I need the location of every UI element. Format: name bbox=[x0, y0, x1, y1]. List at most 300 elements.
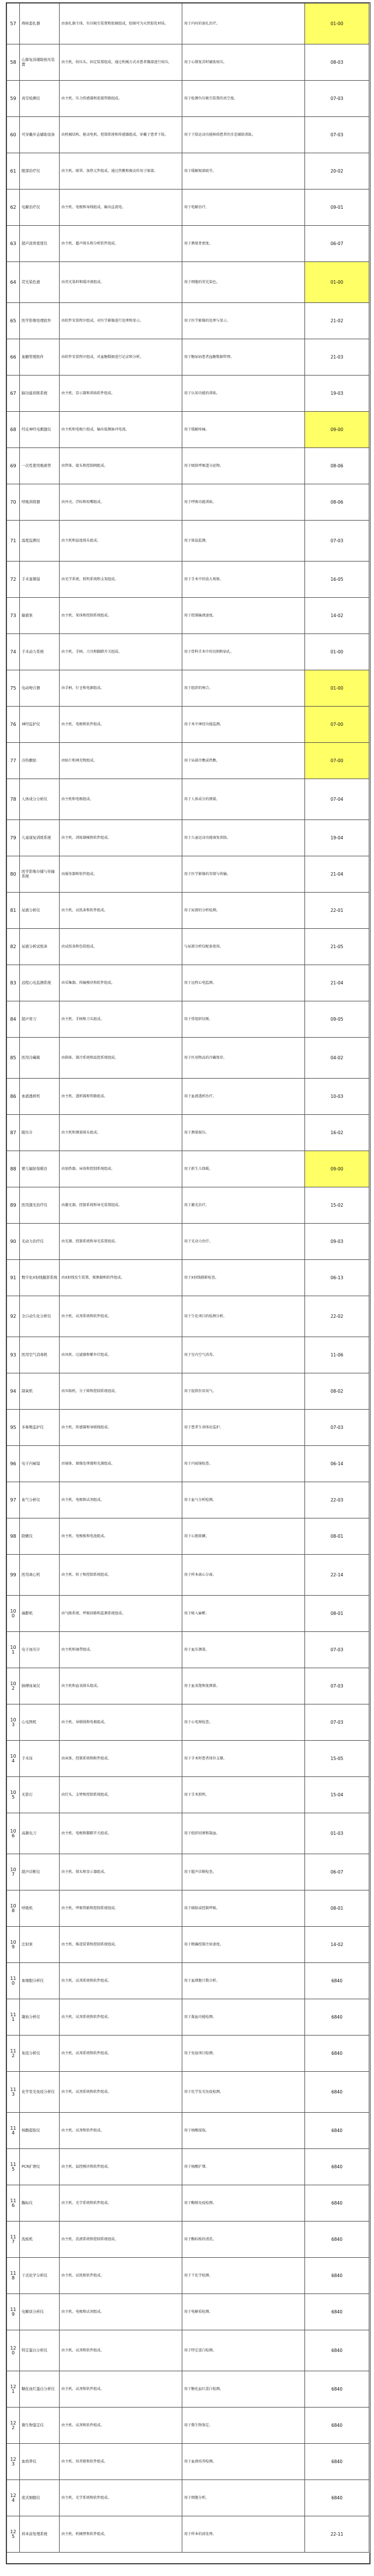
intended-use: 用于提供医用氧气。 bbox=[182, 1373, 305, 1410]
intended-use: 用于免疫项目检测。 bbox=[182, 2036, 305, 2072]
product-name: 电解质分析仪 bbox=[20, 2294, 60, 2330]
table bbox=[6, 3, 369, 2553]
product-description: 由主机和测量探头组成。 bbox=[60, 1115, 182, 1151]
intended-use: 用于手术时患者体位支撑。 bbox=[182, 1741, 305, 1777]
product-name: 特定蛋白分析仪 bbox=[20, 2330, 60, 2371]
table-row bbox=[7, 376, 369, 412]
classification-code: 06-13 bbox=[305, 1260, 369, 1296]
product-name: 手术显微镜 bbox=[20, 562, 60, 598]
row-number: 60 bbox=[7, 117, 20, 153]
classification-code: 09-01 bbox=[305, 190, 369, 226]
product-name: 血糖管理软件 bbox=[20, 339, 60, 376]
intended-use: 用于生化项目的检测分析。 bbox=[182, 1296, 305, 1337]
row-number: 74 bbox=[7, 634, 20, 670]
row-number: 57 bbox=[7, 4, 20, 44]
row-number: 59 bbox=[7, 81, 20, 117]
intended-use: 用于新生儿保暖。 bbox=[182, 1151, 305, 1187]
intended-use: 用于认知功能的训练。 bbox=[182, 376, 305, 412]
row-number: 94 bbox=[7, 1373, 20, 1410]
product-name: 超声诊断仪 bbox=[20, 1854, 60, 1890]
product-name: 眼压计 bbox=[20, 1115, 60, 1151]
classification-code: 01-00 bbox=[305, 634, 369, 670]
classification-code: 16-05 bbox=[305, 562, 369, 598]
table-row bbox=[7, 1482, 369, 1518]
intended-use: 用于局部冷敷或热敷。 bbox=[182, 743, 305, 779]
product-name: 样本前处理系统 bbox=[20, 2516, 60, 2553]
table-row bbox=[7, 412, 369, 448]
classification-code: 22-03 bbox=[305, 1482, 369, 1518]
row-number: 124 bbox=[7, 2480, 20, 2516]
row-number: 118 bbox=[7, 2258, 20, 2294]
intended-use: 用于干化学检测。 bbox=[182, 2258, 305, 2294]
row-number: 66 bbox=[7, 339, 20, 376]
table-row bbox=[7, 820, 369, 856]
row-number: 67 bbox=[7, 376, 20, 412]
table-row bbox=[7, 1079, 369, 1115]
table-row bbox=[7, 1890, 369, 1927]
product-name: 光动力治疗仪 bbox=[20, 1224, 60, 1260]
table-row bbox=[7, 2113, 369, 2149]
product-name: 麻醉机 bbox=[20, 1596, 60, 1632]
product-name: 血气分析仪 bbox=[20, 1482, 60, 1518]
classification-code: 04-02 bbox=[305, 1038, 369, 1079]
product-name: 手术床 bbox=[20, 1741, 60, 1777]
intended-use: 用于手术中的放大观察。 bbox=[182, 562, 305, 598]
row-number: 109 bbox=[7, 1927, 20, 1963]
intended-use: 用于辅助或控制呼吸。 bbox=[182, 1890, 305, 1927]
table-row bbox=[7, 2516, 369, 2553]
table-row bbox=[7, 1632, 369, 1668]
row-number: 70 bbox=[7, 484, 20, 521]
classification-code: 08-01 bbox=[305, 1518, 369, 1555]
table-row bbox=[7, 2185, 369, 2222]
classification-code: 01-03 bbox=[305, 1813, 369, 1854]
table-row bbox=[7, 484, 369, 521]
row-number: 119 bbox=[7, 2294, 20, 2330]
product-name: 血细胞分析仪 bbox=[20, 1963, 60, 1999]
row-number: 65 bbox=[7, 303, 20, 339]
product-name: 注射泵 bbox=[20, 1927, 60, 1963]
classification-code: 10-03 bbox=[305, 1079, 369, 1115]
product-name: 高频电刀 bbox=[20, 1813, 60, 1854]
table-row bbox=[7, 1038, 369, 1079]
intended-use: 用于核酸扩增。 bbox=[182, 2149, 305, 2185]
product-name: 脑功能训练系统 bbox=[20, 376, 60, 412]
row-number: 93 bbox=[7, 1337, 20, 1373]
product-name: 电子内窥镜 bbox=[20, 1446, 60, 1482]
table-row bbox=[7, 2294, 369, 2330]
table-row bbox=[7, 1777, 369, 1813]
product-name: PCR扩增仪 bbox=[20, 2149, 60, 2185]
product-name: 电子血压计 bbox=[20, 1632, 60, 1668]
product-description: 由主机、试纸条和软件组成。 bbox=[60, 893, 182, 929]
classification-code: 21-04 bbox=[305, 965, 369, 1001]
product-name: 婴儿辐射保暖台 bbox=[20, 1151, 60, 1187]
table-row bbox=[7, 634, 369, 670]
classification-code: 6840 bbox=[305, 2330, 369, 2371]
product-name: 温度监测仪 bbox=[20, 521, 60, 562]
intended-use: 用于缓解眼部疲劳。 bbox=[182, 153, 305, 190]
table-row bbox=[7, 521, 369, 562]
product-description: 由主机、电极和导线组成，输出直流电。 bbox=[60, 190, 182, 226]
device-classification-table bbox=[6, 2, 370, 2564]
product-name: 血液透析机 bbox=[20, 1079, 60, 1115]
product-description: 由主机、按压头、固定装置组成，通过机械方式对患者胸部进行按压。 bbox=[60, 44, 182, 81]
intended-use: 用于吸除呼吸道分泌物。 bbox=[182, 448, 305, 484]
intended-use: 用于激光治疗。 bbox=[182, 1187, 305, 1224]
classification-code: 09-00 bbox=[305, 412, 369, 448]
product-description: 由采集器、传输模块和软件组成。 bbox=[60, 965, 182, 1001]
product-description: 由X射线发生装置、探测器和软件组成。 bbox=[60, 1260, 182, 1296]
classification-code: 6840 bbox=[305, 2408, 369, 2444]
product-name: 凝血分析仪 bbox=[20, 1999, 60, 2036]
table-row bbox=[7, 1410, 369, 1446]
table-row bbox=[7, 1741, 369, 1777]
table-row bbox=[7, 1596, 369, 1632]
row-number: 89 bbox=[7, 1187, 20, 1224]
row-number: 90 bbox=[7, 1224, 20, 1260]
product-description: 由主机、导联线和电极组成。 bbox=[60, 1704, 182, 1741]
product-description: 由主机、手柄和刀头组成。 bbox=[60, 1001, 182, 1038]
table-row bbox=[7, 1813, 369, 1854]
intended-use: 用于酶联免疫检测。 bbox=[182, 2185, 305, 2222]
product-name: 全自动生化分析仪 bbox=[20, 1296, 60, 1337]
intended-use: 用于医学影像的处理与显示。 bbox=[182, 303, 305, 339]
table-row bbox=[7, 1668, 369, 1704]
product-name: 糖化血红蛋白分析仪 bbox=[20, 2371, 60, 2408]
product-description: 由主机、电极和试剂组成。 bbox=[60, 1482, 182, 1518]
product-name: 脉搏血氧仪 bbox=[20, 1668, 60, 1704]
table-row bbox=[7, 1151, 369, 1187]
product-name: 医用冷藏箱 bbox=[20, 1038, 60, 1079]
row-number: 78 bbox=[7, 779, 20, 820]
intended-use: 用于超声诊断检查。 bbox=[182, 1854, 305, 1890]
row-number: 71 bbox=[7, 521, 20, 562]
intended-use: 用于内痔的套扎治疗。 bbox=[182, 4, 305, 44]
classification-code: 6840 bbox=[305, 2480, 369, 2516]
row-number: 62 bbox=[7, 190, 20, 226]
intended-use: 用于糖尿病患者血糖数据管理。 bbox=[182, 339, 305, 376]
product-description: 由主机和电极组成。 bbox=[60, 779, 182, 820]
product-name: 电动吻合器 bbox=[20, 670, 60, 707]
product-name: 血培养仪 bbox=[20, 2444, 60, 2480]
row-number: 113 bbox=[7, 2072, 20, 2113]
table-row bbox=[7, 562, 369, 598]
row-number: 83 bbox=[7, 965, 20, 1001]
intended-use: 用于医学影像的存储与传输。 bbox=[182, 856, 305, 893]
row-number: 100 bbox=[7, 1596, 20, 1632]
product-description: 由手柄、钉仓和电源组成。 bbox=[60, 670, 182, 707]
product-description: 由机械结构、驱动电机、控制系统和传感器组成，穿戴于患者下肢。 bbox=[60, 117, 182, 153]
classification-code: 11-06 bbox=[305, 1337, 369, 1373]
product-name: 一次性使用吸痰管 bbox=[20, 448, 60, 484]
intended-use: 用于样本的前处理。 bbox=[182, 2516, 305, 2553]
product-name: 医学影像处理软件 bbox=[20, 303, 60, 339]
product-description: 由箱体、制冷系统和温控系统组成。 bbox=[60, 1038, 182, 1079]
intended-use: 用于检测负压吸引装置的真空度。 bbox=[182, 81, 305, 117]
row-number: 68 bbox=[7, 412, 20, 448]
product-name: 洗板机 bbox=[20, 2222, 60, 2258]
classification-code: 07-03 bbox=[305, 521, 369, 562]
product-name: 神经监护仪 bbox=[20, 707, 60, 743]
product-name: 尿液分析仪 bbox=[20, 893, 60, 929]
product-name: 儿童康复训练系统 bbox=[20, 820, 60, 856]
product-description: 由主机、试剂系统和软件组成。 bbox=[60, 1963, 182, 1999]
classification-code: 08-06 bbox=[305, 448, 369, 484]
row-number: 117 bbox=[7, 2222, 20, 2258]
table-row bbox=[7, 2072, 369, 2113]
intended-use: 用于血液培养检测。 bbox=[182, 2444, 305, 2480]
intended-use: 用于核酸提取。 bbox=[182, 2113, 305, 2149]
intended-use: 用于组织切割和凝血。 bbox=[182, 1813, 305, 1854]
classification-code: 09-03 bbox=[305, 1224, 369, 1260]
row-number: 104 bbox=[7, 1741, 20, 1777]
intended-use: 用于样本离心分离。 bbox=[182, 1555, 305, 1596]
row-number: 91 bbox=[7, 1260, 20, 1296]
product-name: 微生物鉴定仪 bbox=[20, 2408, 60, 2444]
intended-use: 用于骨科手术中的切割和钻孔。 bbox=[182, 634, 305, 670]
product-description: 由主机、机械臂和软件组成。 bbox=[60, 2516, 182, 2553]
product-description: 由主机和电极片组成，输出低频脉冲电流。 bbox=[60, 412, 182, 448]
product-name: 心电图机 bbox=[20, 1704, 60, 1741]
classification-code: 15-04 bbox=[305, 1777, 369, 1813]
classification-code: 06-14 bbox=[305, 1446, 369, 1482]
classification-code: 07-04 bbox=[305, 779, 369, 820]
intended-use: 用于酶标板的清洗。 bbox=[182, 2222, 305, 2258]
row-number: 75 bbox=[7, 670, 20, 707]
intended-use: 用于测量骨密度。 bbox=[182, 226, 305, 262]
product-name: 无影灯 bbox=[20, 1777, 60, 1813]
table-row bbox=[7, 2149, 369, 2185]
classification-code: 07-00 bbox=[305, 707, 369, 743]
intended-use: 用于患者生命体征监护。 bbox=[182, 1410, 305, 1446]
table-row bbox=[7, 598, 369, 634]
product-description: 由灯头、支臂和控制系统组成。 bbox=[60, 1777, 182, 1813]
table-row bbox=[7, 1296, 369, 1337]
row-number: 95 bbox=[7, 1410, 20, 1446]
row-number: 99 bbox=[7, 1555, 20, 1596]
product-description: 由服务器和软件组成。 bbox=[60, 856, 182, 893]
row-number: 106 bbox=[7, 1813, 20, 1854]
intended-use: 用于体温监测。 bbox=[182, 521, 305, 562]
table-row bbox=[7, 1260, 369, 1296]
product-name: 冷热敷贴 bbox=[20, 743, 60, 779]
product-description: 由床体、控制系统和附件组成。 bbox=[60, 1741, 182, 1777]
intended-use: 用于手术照明。 bbox=[182, 1777, 305, 1813]
intended-use: 用于远程心电监测。 bbox=[182, 965, 305, 1001]
table-row bbox=[7, 1373, 369, 1410]
row-number: 103 bbox=[7, 1704, 20, 1741]
row-number: 63 bbox=[7, 226, 20, 262]
table-row bbox=[7, 743, 369, 779]
classification-code: 07-03 bbox=[305, 1704, 369, 1741]
product-description: 由光源、控制系统和导光装置组成。 bbox=[60, 1224, 182, 1260]
row-number: 72 bbox=[7, 562, 20, 598]
product-description: 由激光器、控制系统和导光装置组成。 bbox=[60, 1187, 182, 1224]
table-row bbox=[7, 893, 369, 929]
row-number: 80 bbox=[7, 856, 20, 893]
row-number: 107 bbox=[7, 1854, 20, 1890]
product-name: 流式细胞仪 bbox=[20, 2480, 60, 2516]
product-description: 由主机和袖带组成。 bbox=[60, 1632, 182, 1668]
product-name: 可穿戴步态辅助设备 bbox=[20, 117, 60, 153]
intended-use: 用于心电图检查。 bbox=[182, 1704, 305, 1741]
product-name: 荧光染色液 bbox=[20, 262, 60, 303]
product-description: 由主机、光学系统和软件组成。 bbox=[60, 2480, 182, 2516]
classification-code: 6840 bbox=[305, 2371, 369, 2408]
table-row bbox=[7, 1518, 369, 1555]
product-description: 由压缩机、分子筛和控制系统组成。 bbox=[60, 1373, 182, 1410]
classification-code: 6840 bbox=[305, 2294, 369, 2330]
classification-code: 21-05 bbox=[305, 929, 369, 965]
product-description: 由镜体、图像处理器和光源组成。 bbox=[60, 1446, 182, 1482]
intended-use: 用于控制输液速度。 bbox=[182, 598, 305, 634]
classification-code: 6840 bbox=[305, 2222, 369, 2258]
product-description: 由主机、探头和显示器组成。 bbox=[60, 1854, 182, 1890]
intended-use: 用于血氧饱和度测量。 bbox=[182, 1668, 305, 1704]
classification-code: 6840 bbox=[305, 2149, 369, 2185]
product-description: 由主机、试剂和软件组成。 bbox=[60, 2371, 182, 2408]
intended-use: 用于化学发光免疫检测。 bbox=[182, 2072, 305, 2113]
product-name: 免疫分析仪 bbox=[20, 2036, 60, 2072]
row-number: 82 bbox=[7, 929, 20, 965]
table-row bbox=[7, 1337, 369, 1373]
product-name: 眼部治疗仪 bbox=[20, 153, 60, 190]
product-description: 由主机、转子和控制系统组成。 bbox=[60, 1555, 182, 1596]
product-description: 由主机、培养瓶和软件组成。 bbox=[60, 2444, 182, 2480]
classification-code: 22-01 bbox=[305, 893, 369, 929]
intended-use: 用于凝血功能检测。 bbox=[182, 1999, 305, 2036]
product-description: 由加热器、床体和控制系统组成。 bbox=[60, 1151, 182, 1187]
classification-code: 19-04 bbox=[305, 820, 369, 856]
product-description: 由外壳、浮标和咬嘴组成。 bbox=[60, 484, 182, 521]
intended-use: 用于医用物品的冷藏保存。 bbox=[182, 1038, 305, 1079]
classification-code: 6840 bbox=[305, 2258, 369, 2294]
intended-use: 用于组织的吻合。 bbox=[182, 670, 305, 707]
classification-code: 22-11 bbox=[305, 2516, 369, 2553]
table-bottom-border bbox=[6, 2553, 370, 2564]
intended-use: 用于吸入麻醉。 bbox=[182, 1596, 305, 1632]
classification-code: 01-00 bbox=[305, 262, 369, 303]
row-number: 105 bbox=[7, 1777, 20, 1813]
row-number: 123 bbox=[7, 2444, 20, 2480]
table-row bbox=[7, 2444, 369, 2480]
row-number: 58 bbox=[7, 44, 20, 81]
classification-code: 14-02 bbox=[305, 598, 369, 634]
intended-use: 用于骨组织切割。 bbox=[182, 1001, 305, 1038]
row-number: 61 bbox=[7, 153, 20, 190]
table-row bbox=[7, 1999, 369, 2036]
table-row bbox=[7, 2258, 369, 2294]
row-number: 69 bbox=[7, 448, 20, 484]
intended-use: 用于微生物鉴定。 bbox=[182, 2408, 305, 2444]
table-row bbox=[7, 153, 369, 190]
row-number: 92 bbox=[7, 1296, 20, 1337]
classification-code: 6840 bbox=[305, 1963, 369, 1999]
product-name: 尿液分析试纸条 bbox=[20, 929, 60, 965]
product-name: 医用空气消毒机 bbox=[20, 1337, 60, 1373]
classification-code: 07-00 bbox=[305, 743, 369, 779]
classification-code: 6840 bbox=[305, 2036, 369, 2072]
product-name: 制氧机 bbox=[20, 1373, 60, 1410]
intended-use: 用于细胞分析。 bbox=[182, 2480, 305, 2516]
classification-code: 07-03 bbox=[305, 1632, 369, 1668]
table-row bbox=[7, 670, 369, 707]
table-row bbox=[7, 448, 369, 484]
classification-code: 08-01 bbox=[305, 1596, 369, 1632]
intended-use: 用于血压测量。 bbox=[182, 1632, 305, 1668]
table-row bbox=[7, 190, 369, 226]
product-name: 医学影像存储与传输系统 bbox=[20, 856, 60, 893]
table-row bbox=[7, 4, 369, 44]
intended-use: 用于尿液的分析检测。 bbox=[182, 893, 305, 929]
row-number: 120 bbox=[7, 2330, 20, 2371]
product-name: 人体成分分析仪 bbox=[20, 779, 60, 820]
product-description: 由套扎器主体、负压吸引装置和胶圈组成，胶圈可为天然胶乳材质。 bbox=[60, 4, 182, 44]
product-description: 由主机、光学系统和软件组成。 bbox=[60, 2185, 182, 2222]
product-name: 呼吸训练器 bbox=[20, 484, 60, 521]
product-description: 由主机、温控模块和软件组成。 bbox=[60, 2149, 182, 2185]
row-number: 121 bbox=[7, 2371, 20, 2408]
product-description: 由主机、训练器械和软件组成。 bbox=[60, 820, 182, 856]
table-row bbox=[7, 1555, 369, 1596]
classification-code: 6840 bbox=[305, 2185, 369, 2222]
table-row bbox=[7, 2371, 369, 2408]
intended-use: 用于血液透析治疗。 bbox=[182, 1079, 305, 1115]
classification-code: 19-03 bbox=[305, 376, 369, 412]
intended-use: 用于电解治疗。 bbox=[182, 190, 305, 226]
table-row bbox=[7, 779, 369, 820]
product-description: 由主机、电极板和电池组成。 bbox=[60, 1518, 182, 1555]
product-description: 由主机、传感器和导联线组成。 bbox=[60, 1410, 182, 1446]
classification-code: 07-03 bbox=[305, 117, 369, 153]
product-name: 真空检测仪 bbox=[20, 81, 60, 117]
product-name: 手术动力系统 bbox=[20, 634, 60, 670]
table-row bbox=[7, 856, 369, 893]
product-name: 远程心电监测系统 bbox=[20, 965, 60, 1001]
product-description: 由主机、试剂和软件组成。 bbox=[60, 2330, 182, 2371]
product-description: 由软件安装程序组成，对医学影像进行处理和显示。 bbox=[60, 303, 182, 339]
row-number: 81 bbox=[7, 893, 20, 929]
intended-use: 用于血细胞计数分析。 bbox=[182, 1963, 305, 1999]
intended-use: 用于下肢运动功能障碍患者的步态辅助训练。 bbox=[182, 117, 305, 153]
classification-code: 6840 bbox=[305, 2072, 369, 2113]
table-row bbox=[7, 226, 369, 262]
product-description: 由主机和温度探头组成。 bbox=[60, 521, 182, 562]
table-row bbox=[7, 707, 369, 743]
product-description: 由主机、超声探头和分析软件组成。 bbox=[60, 226, 182, 262]
product-description: 由主机、眼罩、加热元件组成，通过热敷和振动作用于眼部。 bbox=[60, 153, 182, 190]
row-number: 77 bbox=[7, 743, 20, 779]
product-description: 由主机、试剂和软件组成。 bbox=[60, 2113, 182, 2149]
intended-use: 用于光动力治疗。 bbox=[182, 1224, 305, 1260]
row-number: 76 bbox=[7, 707, 20, 743]
table-row bbox=[7, 1001, 369, 1038]
row-number: 102 bbox=[7, 1668, 20, 1704]
classification-code: 21-02 bbox=[305, 303, 369, 339]
intended-use: 用于人体成分的测量。 bbox=[182, 779, 305, 820]
table-row bbox=[7, 117, 369, 153]
row-number: 125 bbox=[7, 2516, 20, 2553]
table-row bbox=[7, 965, 369, 1001]
table-row bbox=[7, 339, 369, 376]
product-name: 呼吸机 bbox=[20, 1890, 60, 1927]
table-row bbox=[7, 1704, 369, 1741]
classification-code: 6840 bbox=[305, 1999, 369, 2036]
classification-code: 01-00 bbox=[305, 670, 369, 707]
classification-code: 21-03 bbox=[305, 339, 369, 376]
row-number: 98 bbox=[7, 1518, 20, 1555]
